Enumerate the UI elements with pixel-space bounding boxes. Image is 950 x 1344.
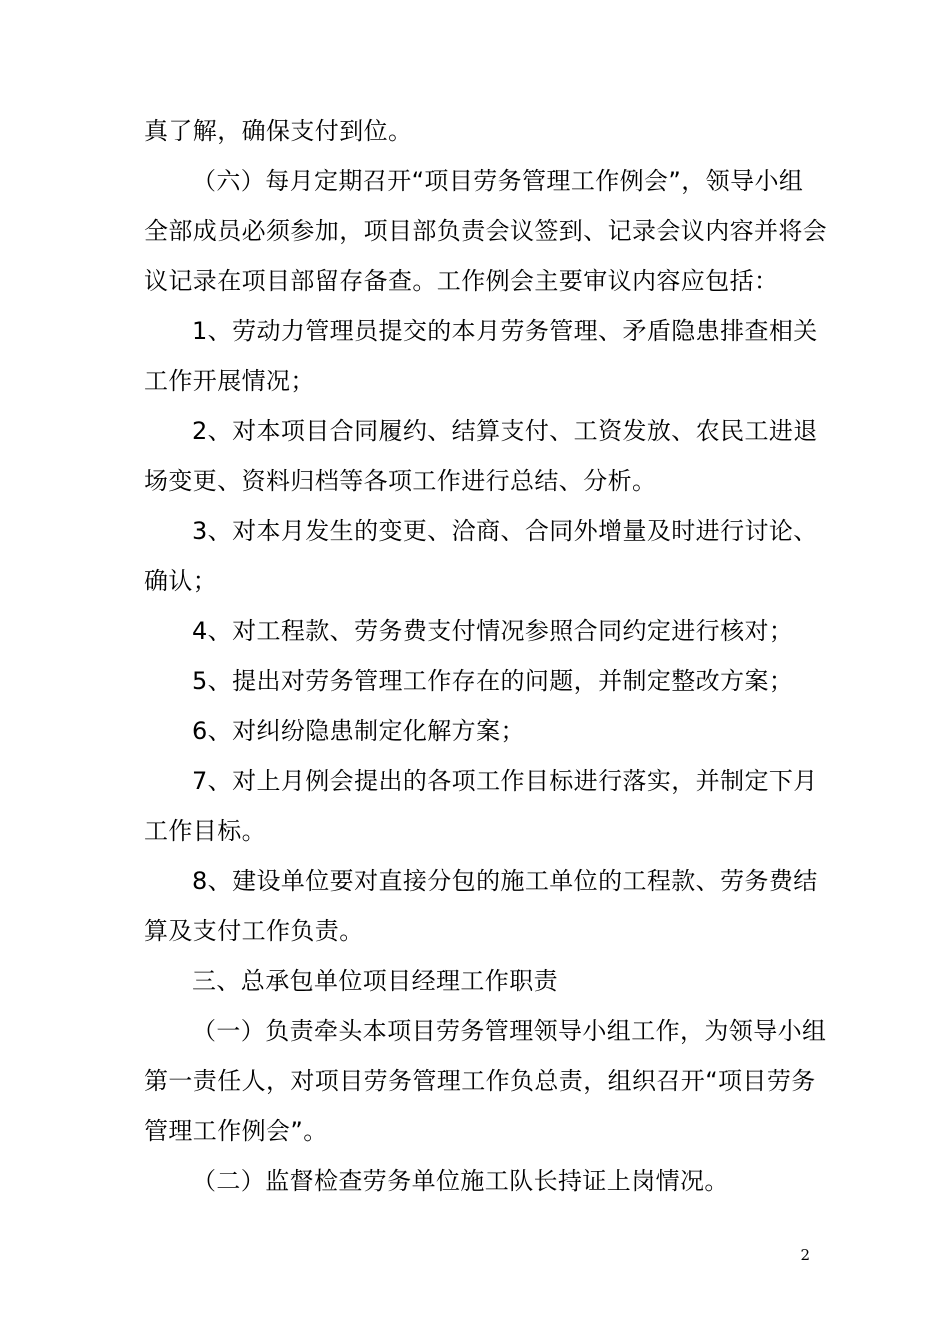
section-heading: 三、总承包单位项目经理工作职责 — [192, 967, 558, 995]
paragraph-line: （六）每月定期召开“项目劳务管理工作例会”，领导小组 — [192, 167, 804, 195]
list-item-line: 算及支付工作负责。 — [144, 917, 364, 945]
list-item-line: 4、对工程款、劳务费支付情况参照合同约定进行核对； — [192, 617, 794, 645]
paragraph-line: 管理工作例会”。 — [144, 1117, 328, 1145]
list-item-line: 3、对本月发生的变更、洽商、合同外增量及时进行讨论、 — [192, 517, 818, 545]
paragraph-line: 议记录在项目部留存备查。工作例会主要审议内容应包括： — [144, 267, 779, 295]
list-item-line: 6、对纠纷隐患制定化解方案； — [192, 717, 525, 745]
list-item-line: 工作目标。 — [144, 817, 266, 845]
paragraph-line: 第一责任人，对项目劳务管理工作负总责，组织召开“项目劳务 — [144, 1067, 816, 1095]
list-item-line: 5、提出对劳务管理工作存在的问题，并制定整改方案； — [192, 667, 794, 695]
list-item-line: 2、对本项目合同履约、结算支付、工资发放、农民工进退 — [192, 417, 818, 445]
list-item-line: 1、劳动力管理员提交的本月劳务管理、矛盾隐患排查相关 — [192, 317, 818, 345]
list-item-line: 7、对上月例会提出的各项工作目标进行落实，并制定下月 — [192, 767, 818, 795]
list-item-line: 工作开展情况； — [144, 367, 315, 395]
paragraph-line: （一）负责牵头本项目劳务管理领导小组工作，为领导小组 — [192, 1017, 827, 1045]
list-item-line: 场变更、资料归档等各项工作进行总结、分析。 — [144, 467, 657, 495]
list-item-line: 确认； — [144, 567, 218, 595]
paragraph-line: （二）监督检查劳务单位施工队长持证上岗情况。 — [192, 1167, 729, 1195]
paragraph-line: 真了解，确保支付到位。 — [144, 117, 413, 145]
page-number: 2 — [800, 1246, 810, 1264]
paragraph-line: 全部成员必须参加，项目部负责会议签到、记录会议内容并将会 — [144, 217, 828, 245]
list-item-line: 8、建设单位要对直接分包的施工单位的工程款、劳务费结 — [192, 867, 818, 895]
